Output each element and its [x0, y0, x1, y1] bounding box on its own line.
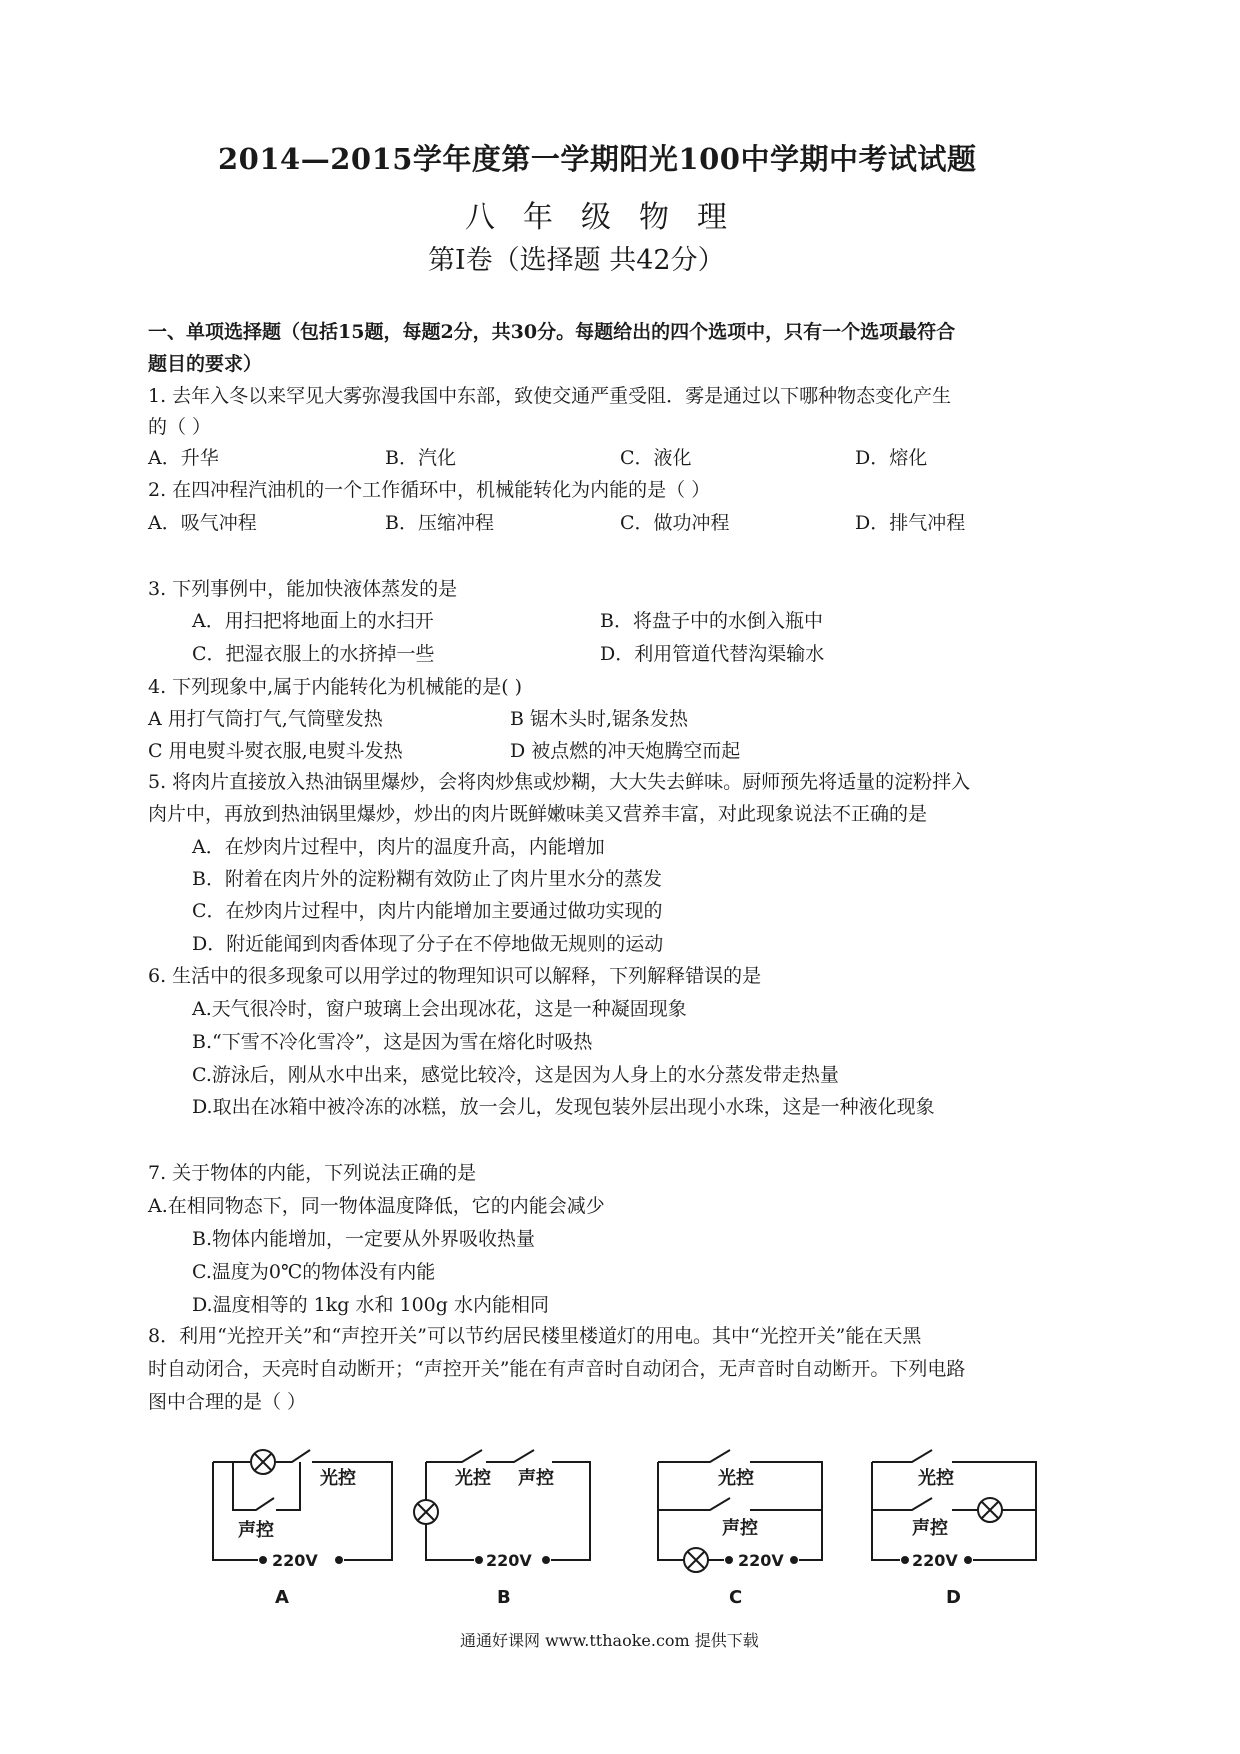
question-8-stem-cont: 时自动闭合，天亮时自动断开；“声控开关”能在有声音时自动闭合，无声音时自动断开。下列电路: [148, 1358, 966, 1380]
question-7-option-b: B.物体内能增加，一定要从外界吸收热量: [192, 1228, 536, 1250]
question-8-stem: 8．利用“光控开关”和“声控开关”可以节约居民楼里楼道灯的用电。其中“光控开关”能在天黑: [148, 1325, 922, 1347]
lamp-icon: [978, 1498, 1002, 1522]
question-2-option-b: B．压缩冲程: [385, 512, 494, 534]
question-5-option-c: C．在炒肉片过程中，肉片内能增加主要通过做功实现的: [192, 900, 663, 922]
question-5-option-b: B．附着在肉片外的淀粉糊有效防止了肉片里水分的蒸发: [192, 868, 662, 890]
circuit-d-voltage: 220V: [912, 1551, 958, 1570]
circuit-c-light-switch: 光控: [718, 1468, 754, 1489]
question-4-option-c: C 用电熨斗熨衣服,电熨斗发热: [148, 740, 403, 762]
question-5-stem: 5. 将肉片直接放入热油锅里爆炒，会将肉炒焦或炒糊，大大失去鲜味。厨师预先将适量的淀粉拌入: [148, 771, 971, 793]
question-3-option-c: C．把湿衣服上的水挤掉一些: [192, 643, 435, 665]
question-3-option-d: D．利用管道代替沟渠输水: [600, 643, 825, 665]
circuit-b: [414, 1450, 590, 1570]
question-5-option-a: A．在炒肉片过程中，肉片的温度升高，内能增加: [192, 836, 605, 858]
question-7-stem: 7. 关于物体的内能，下列说法正确的是: [148, 1162, 477, 1184]
question-2-option-c: C．做功冲程: [620, 512, 730, 534]
question-3-option-a: A．用扫把将地面上的水扫开: [192, 610, 434, 632]
question-1-option-a: A．升华: [148, 447, 219, 469]
question-6-option-d: D.取出在冰箱中被冷冻的冰糕，放一会儿，发现包装外层出现小水珠，这是一种液化现象: [192, 1096, 935, 1118]
question-2-stem: 2. 在四冲程汽油机的一个工作循环中，机械能转化为内能的是（ ）: [148, 479, 711, 501]
question-8-stem-cont2: 图中合理的是（ ）: [148, 1391, 307, 1413]
circuit-b-light-switch: 光控: [455, 1468, 491, 1489]
question-3-stem: 3. 下列事例中，能加快液体蒸发的是: [148, 578, 458, 600]
lamp-icon: [414, 1500, 438, 1524]
question-1-stem: 1. 去年入冬以来罕见大雾弥漫我国中东部，致使交通严重受阻．雾是通过以下哪种物态变化产生: [148, 385, 952, 407]
question-7-option-a: A.在相同物态下，同一物体温度降低，它的内能会减少: [148, 1195, 605, 1217]
circuit-a: [213, 1450, 392, 1570]
question-4-option-d: D 被点燃的冲天炮腾空而起: [510, 740, 741, 762]
circuit-d: [872, 1450, 1036, 1570]
lamp-icon: [251, 1450, 275, 1474]
question-5-option-d: D．附近能闻到肉香体现了分子在不停地做无规则的运动: [192, 933, 664, 955]
exam-title: 2014—2015学年度第一学期阳光100中学期中考试试题: [218, 142, 977, 176]
question-4-option-a: A 用打气筒打气,气筒壁发热: [148, 708, 383, 730]
question-2-option-d: D．排气冲程: [855, 512, 966, 534]
question-6-stem: 6. 生活中的很多现象可以用学过的物理知识可以解释，下列解释错误的是: [148, 965, 762, 987]
circuit-label-b: B: [497, 1587, 511, 1608]
footer-source: 通通好课网 www.tthaoke.com 提供下载: [460, 1631, 759, 1650]
question-5-stem-cont: 肉片中，再放到热油锅里爆炒，炒出的肉片既鲜嫩味美又营养丰富，对此现象说法不正确的是: [148, 803, 928, 825]
circuit-b-voltage: 220V: [486, 1551, 532, 1570]
question-7-option-d: D.温度相等的 1kg 水和 100g 水内能相同: [192, 1294, 549, 1316]
lamp-icon: [684, 1548, 708, 1572]
circuit-c: [658, 1450, 822, 1572]
circuit-a-light-switch: 光控: [320, 1468, 356, 1489]
question-6-option-a: A.天气很冷时，窗户玻璃上会出现冰花，这是一种凝固现象: [192, 998, 687, 1020]
question-2-option-a: A．吸气冲程: [148, 512, 257, 534]
question-7-option-c: C.温度为0℃的物体没有内能: [192, 1261, 436, 1283]
circuit-d-light-switch: 光控: [918, 1468, 954, 1489]
question-6-option-c: C.游泳后，刚从水中出来，感觉比较冷，这是因为人身上的水分蒸发带走热量: [192, 1064, 839, 1086]
question-1-option-b: B．汽化: [385, 447, 456, 469]
section-heading: 一、单项选择题（包括15题，每题2分，共30分。每题给出的四个选项中，只有一个选项最符合: [148, 321, 956, 343]
question-6-option-b: B.“下雪不冷化雪冷”，这是因为雪在熔化时吸热: [192, 1031, 593, 1053]
question-4-stem: 4. 下列现象中,属于内能转化为机械能的是( ): [148, 676, 523, 698]
question-1-option-d: D．熔化: [855, 447, 928, 469]
circuit-c-sound-switch: 声控: [722, 1518, 758, 1539]
section-heading-cont: 题目的要求）: [148, 353, 263, 375]
question-4-option-b: B 锯木头时,锯条发热: [510, 708, 689, 730]
circuit-a-voltage: 220V: [272, 1551, 318, 1570]
circuit-b-sound-switch: 声控: [518, 1468, 554, 1489]
circuit-d-sound-switch: 声控: [912, 1518, 948, 1539]
paper-part-title: 第Ⅰ卷（选择题 共42分）: [428, 245, 725, 276]
subject-title: 八年级物理: [465, 200, 755, 235]
circuit-label-d: D: [946, 1587, 961, 1608]
question-1-stem-cont: 的（ ）: [148, 416, 212, 438]
circuit-a-sound-switch: 声控: [238, 1520, 274, 1541]
question-1-option-c: C．液化: [620, 447, 692, 469]
circuit-label-c: C: [729, 1587, 743, 1608]
circuit-label-a: A: [275, 1587, 289, 1608]
question-3-option-b: B．将盘子中的水倒入瓶中: [600, 610, 823, 632]
circuit-c-voltage: 220V: [738, 1551, 784, 1570]
